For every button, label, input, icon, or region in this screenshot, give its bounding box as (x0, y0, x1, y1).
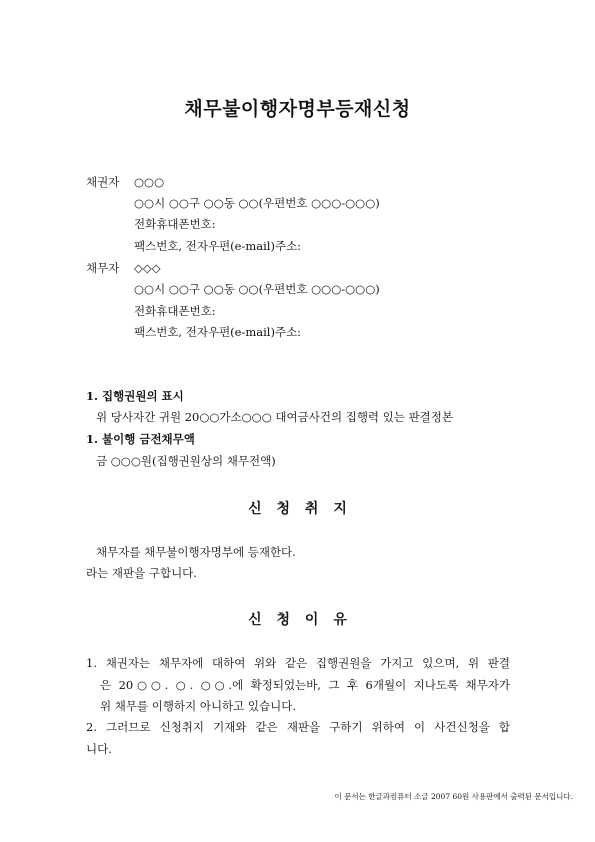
item-2-body: 금 ○○○원(집행권원상의 채무전액) (96, 454, 276, 468)
purpose-line-2: 라는 재판을 구합니다. (86, 566, 197, 580)
creditor-label: 채권자 (86, 175, 120, 189)
reason-paragraph-1-line-3: 위 채무를 이행하지 아니하고 있습니다. (100, 699, 297, 713)
creditor-fax-email: 팩스번호, 전자우편(e-mail)주소: (134, 239, 302, 253)
item-1-heading: 1. 집행권원의 표시 (86, 389, 184, 403)
footer-note: 이 문서는 한글과컴퓨터 소글 2007 60원 사용판에서 출력된 문서입니다. (334, 792, 573, 801)
purpose-heading: 신 청 취 지 (248, 501, 347, 517)
document-title: 채무불이행자명부등재신청 (184, 98, 411, 120)
debtor-address: ○○시 ○○구 ○○동 ○○(우편번호 ○○○-○○○) (134, 282, 380, 296)
reason-paragraph-1-line-2: 은 20○○. ○. ○○.에 확정되었는바, 그 후 6개월이 지나도록 채무자가 (100, 678, 510, 692)
item-2-heading: 1. 불이행 금전채무액 (86, 432, 195, 446)
debtor-label: 채무자 (86, 261, 120, 275)
creditor-address: ○○시 ○○구 ○○동 ○○(우편번호 ○○○-○○○) (134, 196, 380, 210)
debtor-name: ◇◇◇ (134, 261, 161, 275)
reason-heading: 신 청 이 유 (248, 612, 347, 628)
reason-paragraph-2-line-2: 니다. (86, 742, 112, 756)
purpose-line-1: 채무자를 채무불이행자명부에 등재한다. (96, 545, 296, 559)
reason-paragraph-1-line-1: 1. 채권자는 채무자에 대하여 위와 같은 집행권원을 가지고 있으며, 위 판결 (86, 656, 510, 670)
debtor-fax-email: 팩스번호, 전자우편(e-mail)주소: (134, 325, 302, 339)
creditor-name: ○○○ (134, 175, 165, 189)
debtor-phone: 전화휴대폰번호: (134, 304, 216, 318)
reason-paragraph-2-line-1: 2. 그러므로 신청취지 기재와 같은 재판을 구하기 위하여 이 사건신청을 합 (86, 720, 510, 734)
item-1-body: 위 당사자간 귀원 20○○가소○○○ 대여금사건의 집행력 있는 판결정본 (96, 410, 454, 424)
creditor-phone: 전화휴대폰번호: (134, 217, 216, 231)
